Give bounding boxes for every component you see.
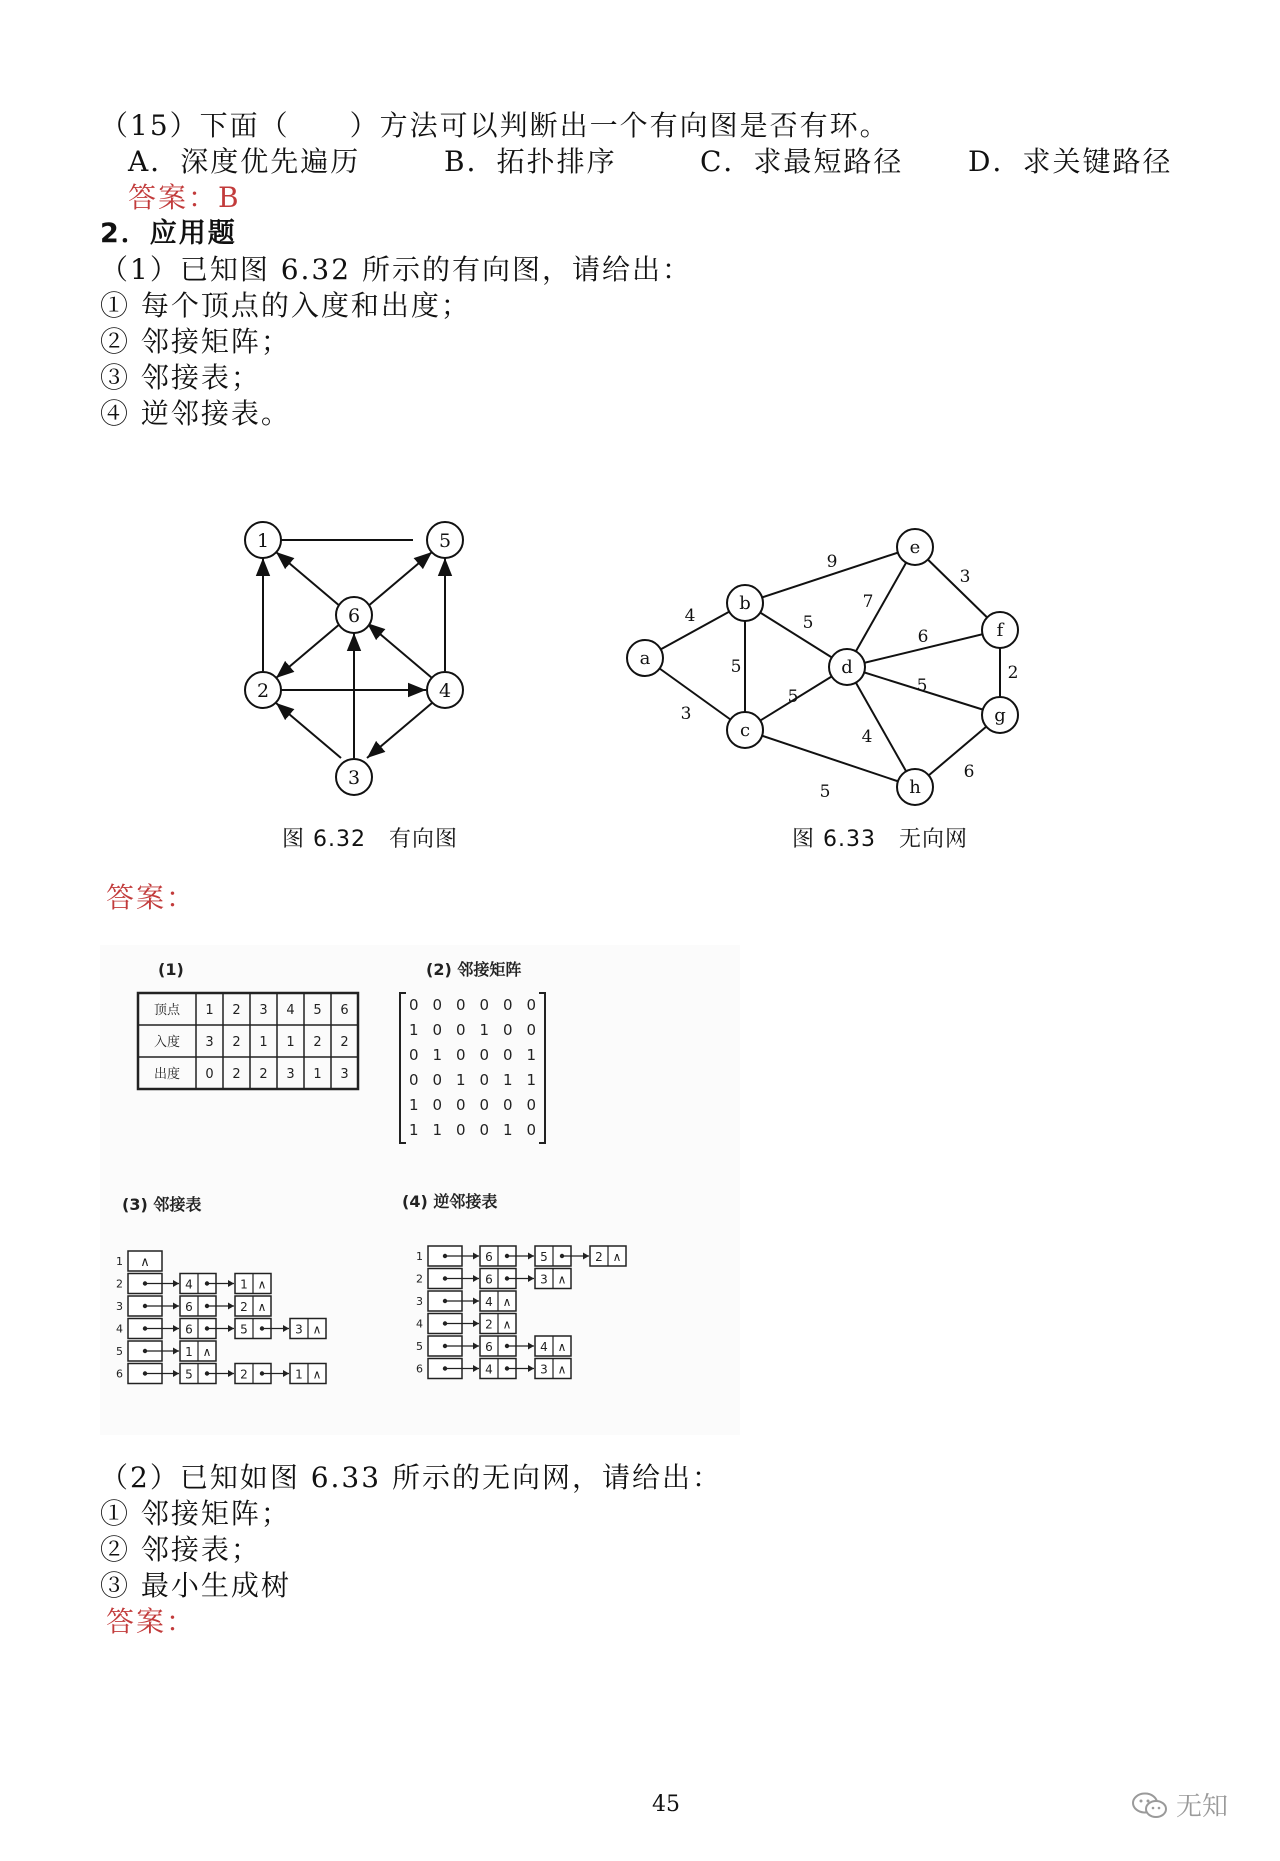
node-b [727, 585, 763, 621]
matrix-cell: 1 [409, 1096, 419, 1114]
edge-4-6 [367, 623, 432, 678]
list-vertex-index: 2 [116, 1277, 123, 1291]
node-6 [336, 597, 372, 633]
q1-item-3: ③ 邻接表； [100, 361, 261, 394]
matrix-cell: 1 [432, 1046, 443, 1064]
matrix-cell: 0 [479, 1121, 490, 1139]
matrix-cell: 0 [503, 1021, 513, 1039]
list-node-value: 6 [485, 1272, 493, 1287]
list-node-value: 4 [185, 1277, 193, 1292]
watermark-text: 无知 [1176, 1792, 1229, 1822]
null-pointer: ∧ [140, 1255, 150, 1270]
list-node-value: 6 [485, 1250, 493, 1264]
matrix-left-bracket [400, 993, 406, 1143]
list-node-value: 5 [240, 1322, 248, 1337]
list-node-value: 6 [485, 1340, 493, 1354]
null-pointer: ∧ [557, 1362, 567, 1377]
q2-answer-label: 答案： [106, 1605, 197, 1638]
node-1 [245, 522, 281, 558]
table-cell: 3 [205, 1035, 214, 1050]
list-node-value: 3 [295, 1322, 303, 1337]
section-title: 2．应用题 [100, 218, 237, 249]
degree-table [138, 993, 358, 1089]
table-cell: 顶点 [153, 1003, 181, 1018]
figure-6-32-caption: 图 6.32 有向图 [282, 827, 458, 852]
weight-be: 9 [826, 552, 838, 572]
node-f [982, 612, 1018, 648]
matrix-cell: 0 [456, 996, 466, 1014]
node-2 [245, 672, 281, 708]
q15-stem: （15）下面（ ）方法可以判断出一个有向图是否有环。 [100, 109, 890, 142]
list-vertex-index: 6 [416, 1362, 423, 1376]
q15-option-b: B．拓扑排序 [444, 145, 617, 178]
q15-option-a: A．深度优先遍历 [128, 145, 361, 178]
wechat-icon [1130, 1790, 1170, 1820]
matrix-cell: 0 [456, 1046, 466, 1064]
svg-text:d: d [841, 657, 853, 678]
matrix-cell: 0 [456, 1021, 466, 1039]
matrix-cell: 1 [503, 1121, 513, 1139]
null-pointer: ∧ [202, 1345, 212, 1359]
matrix-cell: 0 [409, 996, 419, 1014]
q1-item-1: ① 每个顶点的入度和出度； [100, 289, 471, 322]
matrix-cell: 0 [479, 1071, 490, 1089]
svg-text:c: c [739, 720, 751, 741]
q2-item-1: ① 邻接矩阵； [100, 1497, 291, 1530]
q2-item-3: ③ 最小生成树 [100, 1569, 291, 1602]
matrix-cell: 0 [526, 1121, 537, 1139]
list-node-value: 4 [485, 1295, 493, 1309]
list-node-value: 3 [540, 1362, 548, 1377]
svg-text:5: 5 [438, 530, 452, 552]
matrix-cell: 0 [479, 1046, 490, 1064]
matrix-right-bracket [539, 993, 545, 1143]
list-node-value: 4 [540, 1340, 548, 1354]
figure-6-33-undirected-network [620, 525, 1040, 815]
table-cell: 2 [232, 1035, 241, 1050]
svg-text:6: 6 [347, 605, 361, 627]
list-node-value: 2 [595, 1250, 603, 1264]
list-node-value: 3 [540, 1272, 548, 1287]
svg-text:a: a [639, 648, 651, 669]
matrix-cell: 1 [526, 1071, 537, 1089]
node-e [897, 529, 933, 565]
q1-item-2: ② 邻接矩阵； [100, 325, 291, 358]
matrix-cell: 0 [526, 996, 537, 1014]
list-node-value: 6 [185, 1322, 193, 1337]
matrix-cell: 0 [526, 1096, 537, 1114]
node-a [627, 640, 663, 676]
svg-text:h: h [909, 777, 921, 798]
matrix-cell: 1 [479, 1021, 490, 1039]
q1-answer-label: 答案： [106, 881, 197, 914]
svg-text:f: f [996, 620, 1004, 641]
table-cell: 2 [340, 1035, 349, 1050]
matrix-cell: 0 [503, 1046, 513, 1064]
weight-dg: 5 [916, 676, 928, 696]
list-vertex-index: 1 [416, 1250, 423, 1263]
adjacency-list [116, 1251, 326, 1384]
table-cell: 2 [259, 1067, 268, 1082]
node-4 [427, 672, 463, 708]
weight-bc: 5 [730, 657, 742, 677]
list-node-value: 2 [485, 1317, 493, 1332]
svg-text:g: g [994, 705, 1006, 726]
part-1-label: (1) [158, 960, 184, 979]
list-vertex-index: 4 [416, 1317, 423, 1331]
svg-text:e: e [909, 537, 921, 558]
q1-item-4: ④ 逆邻接表。 [100, 397, 291, 430]
matrix-cell: 1 [409, 1021, 419, 1039]
list-node-value: 1 [240, 1277, 248, 1292]
matrix-cell: 1 [503, 1071, 513, 1089]
node-h [897, 769, 933, 805]
matrix-cell: 0 [479, 996, 490, 1014]
table-cell: 1 [259, 1035, 268, 1050]
null-pointer: ∧ [502, 1295, 512, 1309]
matrix-cell: 1 [432, 1121, 443, 1139]
table-cell: 3 [340, 1067, 349, 1082]
list-node-value: 5 [185, 1367, 193, 1382]
matrix-cell: 0 [432, 1071, 443, 1089]
q1-stem: （1）已知图 6.32 所示的有向图，请给出： [100, 253, 692, 286]
list-vertex-index: 6 [116, 1367, 123, 1381]
list-node-value: 2 [240, 1300, 248, 1314]
table-cell: 2 [313, 1035, 322, 1050]
null-pointer: ∧ [502, 1317, 512, 1332]
matrix-cell: 1 [456, 1071, 466, 1089]
list-node-value: 6 [185, 1300, 193, 1314]
edge-4-3 [367, 703, 432, 758]
inverse-adjacency-list [416, 1246, 626, 1379]
svg-text:3: 3 [347, 767, 361, 789]
adjacency-matrix [400, 993, 545, 1143]
matrix-cell: 0 [526, 1021, 537, 1039]
null-pointer: ∧ [312, 1367, 322, 1382]
node-3 [336, 759, 372, 795]
answer-scan-svg [100, 945, 740, 1435]
list-node-value: 4 [485, 1362, 493, 1377]
list-vertex-index: 5 [416, 1340, 423, 1353]
null-pointer: ∧ [557, 1340, 567, 1354]
list-vertex-index: 4 [116, 1322, 123, 1336]
list-node-value: 1 [185, 1345, 193, 1359]
weight-de: 7 [862, 592, 874, 612]
weight-df: 6 [917, 627, 929, 647]
q2-stem: （2）已知如图 6.33 所示的无向网，请给出： [100, 1461, 722, 1494]
matrix-cell: 0 [503, 1096, 513, 1114]
part-3-label: (3) 邻接表 [122, 1195, 202, 1214]
weight-dh: 4 [861, 727, 873, 747]
weight-ef: 3 [959, 567, 971, 587]
matrix-cell: 0 [456, 1096, 466, 1114]
matrix-cell: 0 [432, 1021, 443, 1039]
edge-3-2 [276, 703, 341, 758]
matrix-cell: 0 [456, 1121, 466, 1139]
table-cell: 1 [205, 1003, 214, 1018]
list-vertex-index: 1 [116, 1255, 123, 1268]
watermark [1130, 1786, 1228, 1823]
table-cell: 出度 [153, 1067, 181, 1082]
page-number: 45 [652, 1792, 680, 1817]
q2-item-2: ② 邻接表； [100, 1533, 261, 1566]
node-5 [427, 522, 463, 558]
weight-bd: 5 [802, 613, 814, 633]
weight-ac: 3 [680, 704, 692, 724]
edge-6-2 [276, 623, 341, 678]
list-node-value: 5 [540, 1250, 548, 1264]
table-cell: 6 [340, 1003, 349, 1018]
table-cell: 3 [286, 1067, 295, 1082]
figure-6-33-caption: 图 6.33 无向网 [792, 827, 968, 852]
null-pointer: ∧ [612, 1250, 622, 1264]
null-pointer: ∧ [557, 1272, 567, 1287]
table-cell: 入度 [153, 1035, 181, 1050]
table-cell: 0 [205, 1067, 214, 1082]
matrix-cell: 0 [503, 996, 513, 1014]
table-cell: 3 [259, 1003, 268, 1018]
matrix-cell: 0 [409, 1071, 419, 1089]
svg-text:1: 1 [256, 530, 270, 552]
matrix-cell: 0 [479, 1096, 490, 1114]
matrix-cell: 1 [526, 1046, 537, 1064]
q15-answer: 答案：B [128, 181, 241, 214]
weight-fg: 2 [1007, 663, 1019, 683]
svg-text:4: 4 [438, 680, 452, 702]
null-pointer: ∧ [257, 1277, 267, 1292]
matrix-cell: 1 [409, 1121, 419, 1139]
answer-scan-image [100, 945, 740, 1435]
list-node-value: 2 [240, 1367, 248, 1382]
edge-6-5 [367, 552, 432, 607]
edge-6-1 [276, 552, 341, 607]
null-pointer: ∧ [257, 1300, 267, 1314]
list-vertex-index: 2 [416, 1272, 423, 1286]
svg-text:2: 2 [256, 680, 270, 702]
weight-ab: 4 [684, 606, 696, 626]
weight-ch: 5 [819, 782, 831, 802]
list-node-value: 1 [295, 1367, 303, 1382]
list-vertex-index: 3 [416, 1295, 423, 1308]
matrix-cell: 0 [409, 1046, 419, 1064]
part-4-label: (4) 逆邻接表 [402, 1192, 498, 1211]
part-2-label: (2) 邻接矩阵 [426, 960, 522, 979]
weight-cd: 5 [787, 687, 799, 707]
null-pointer: ∧ [312, 1322, 322, 1337]
q15-option-c: C．求最短路径 [700, 145, 904, 178]
q15-option-d: D．求关键路径 [968, 145, 1173, 178]
weight-gh: 6 [963, 762, 975, 782]
table-cell: 1 [286, 1035, 295, 1050]
node-c [727, 712, 763, 748]
node-g [982, 697, 1018, 733]
table-cell: 1 [313, 1067, 322, 1082]
svg-text:b: b [739, 593, 751, 614]
list-vertex-index: 3 [116, 1300, 123, 1313]
matrix-cell: 0 [432, 996, 443, 1014]
list-vertex-index: 5 [116, 1345, 123, 1358]
node-d [829, 649, 865, 685]
table-cell: 2 [232, 1003, 241, 1018]
table-cell: 4 [286, 1003, 295, 1018]
matrix-cell: 0 [432, 1096, 443, 1114]
table-cell: 5 [313, 1003, 322, 1018]
table-cell: 2 [232, 1067, 241, 1082]
figure-6-32-directed-graph [220, 515, 480, 805]
